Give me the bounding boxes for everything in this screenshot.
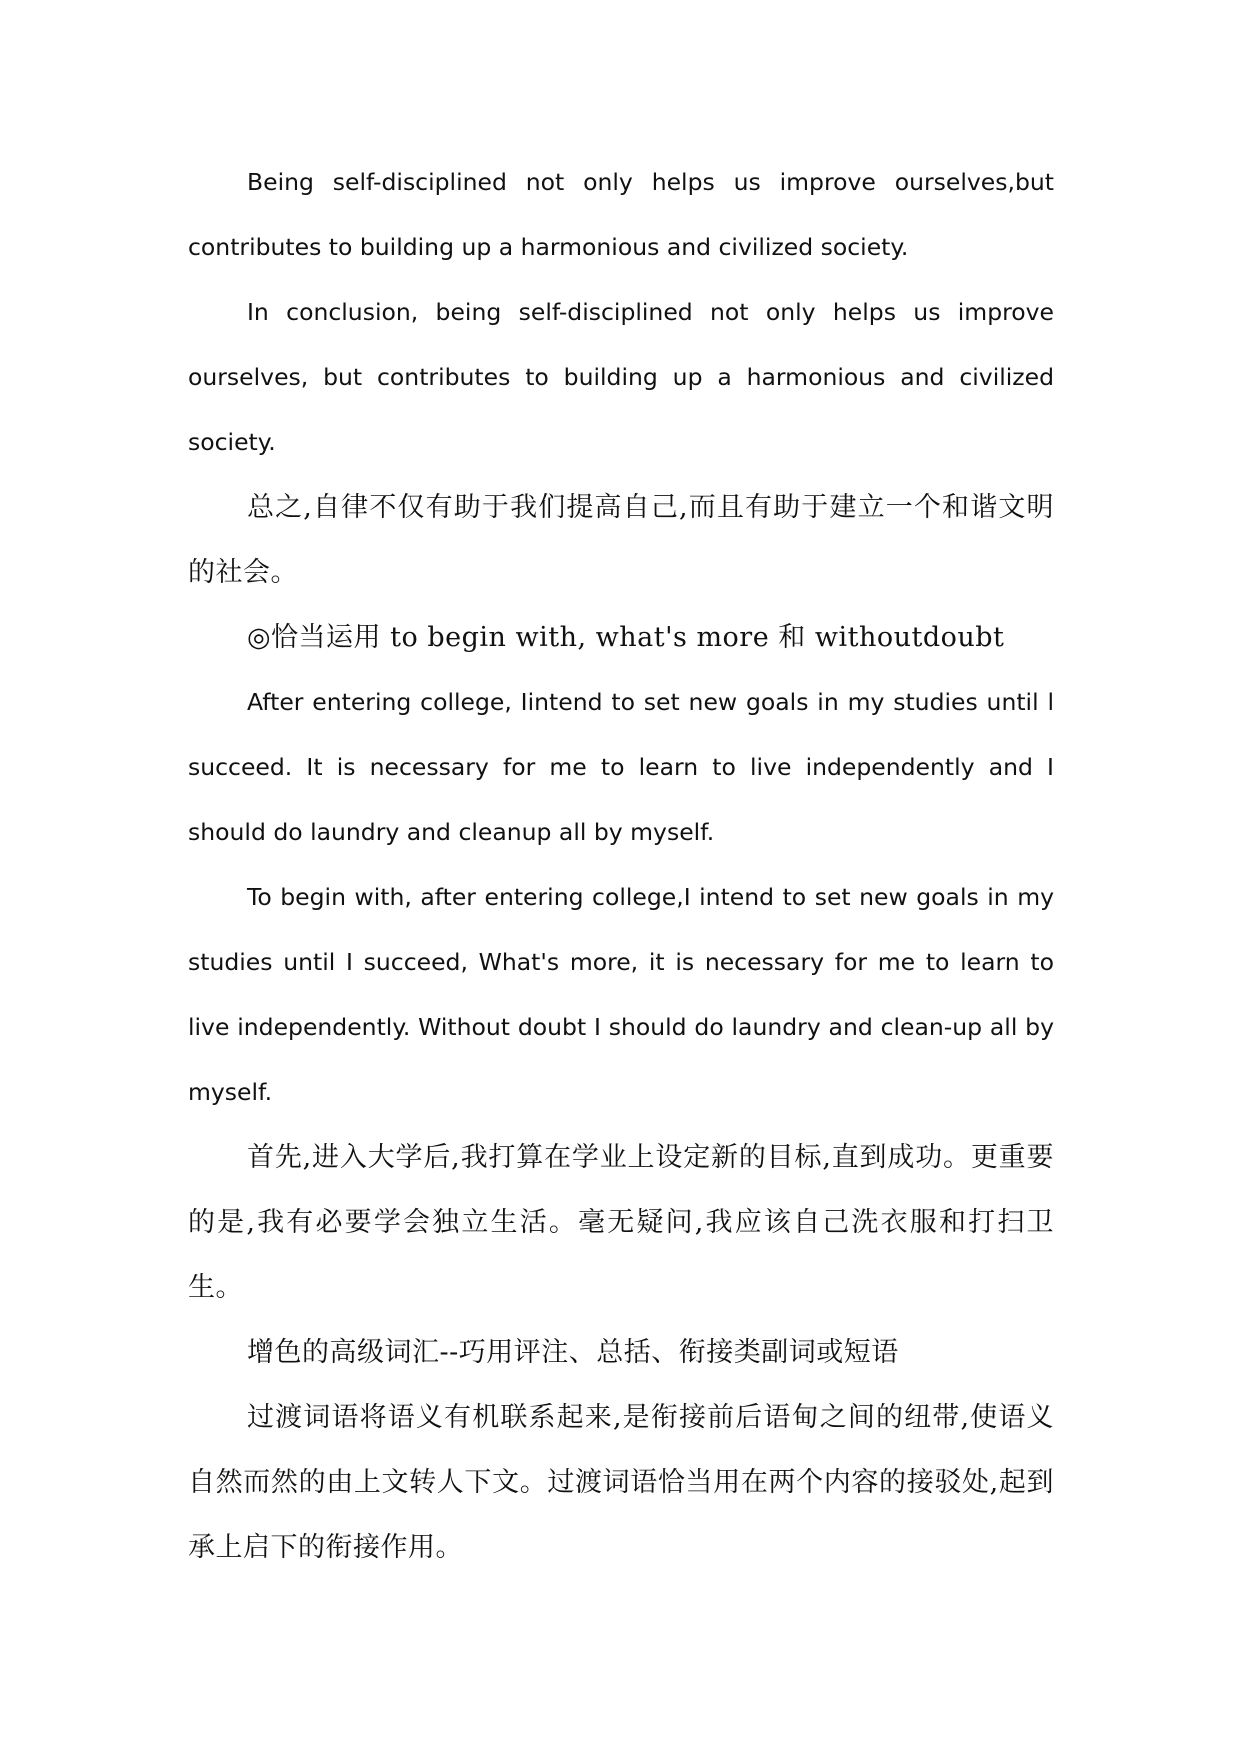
document-body xyxy=(188,150,1054,1580)
paragraph-vocabulary-heading: 增色的高级词汇--巧用评注、总括、衔接类副词或短语 xyxy=(247,1337,899,1368)
paragraph-usage-heading: ◎恰当运用 to begin with, what's more 和 withoutdoubt xyxy=(247,622,1005,653)
paragraph-self-discipline: Being self-disciplined not only helps us improve ourselves,but contributes to building up a harmonious and civilized society. xyxy=(188,168,1054,261)
paragraph-conclusion: In conclusion, being self-disciplined not only helps us improve ourselves, but contributes to building up a harmonious and civilized society. xyxy=(188,298,1054,456)
paragraph-college-plan-revised: To begin with, after entering college,I intend to set new goals in my studies until I succeed, What's more, it is necessary for me to learn to live independently. Without doubt I should do laundry and clean-up all by myself. xyxy=(188,883,1054,1106)
paragraph-transition-words: 过渡词语将语义有机联系起来,是衔接前后语甸之间的纽带,使语义自然而然的由上文转人下文。过渡词语恰当用在两个内容的接驳处,起到承上启下的衔接作用。 xyxy=(188,1402,1054,1563)
paragraph-college-plan-translation: 首先,进入大学后,我打算在学业上设定新的目标,直到成功。更重要的是,我有必要学会独立生活。毫无疑问,我应该自己洗衣服和打扫卫生。 xyxy=(188,1142,1054,1303)
paragraph-college-plan: After entering college, Iintend to set new goals in my studies until l succeed. It is necessary for me to learn to live independently and I should do laundry and cleanup all by myself. xyxy=(188,688,1054,846)
paragraph-conclusion-translation: 总之,自律不仅有助于我们提高自己,而且有助于建立一个和谐文明的社会。 xyxy=(188,492,1054,588)
